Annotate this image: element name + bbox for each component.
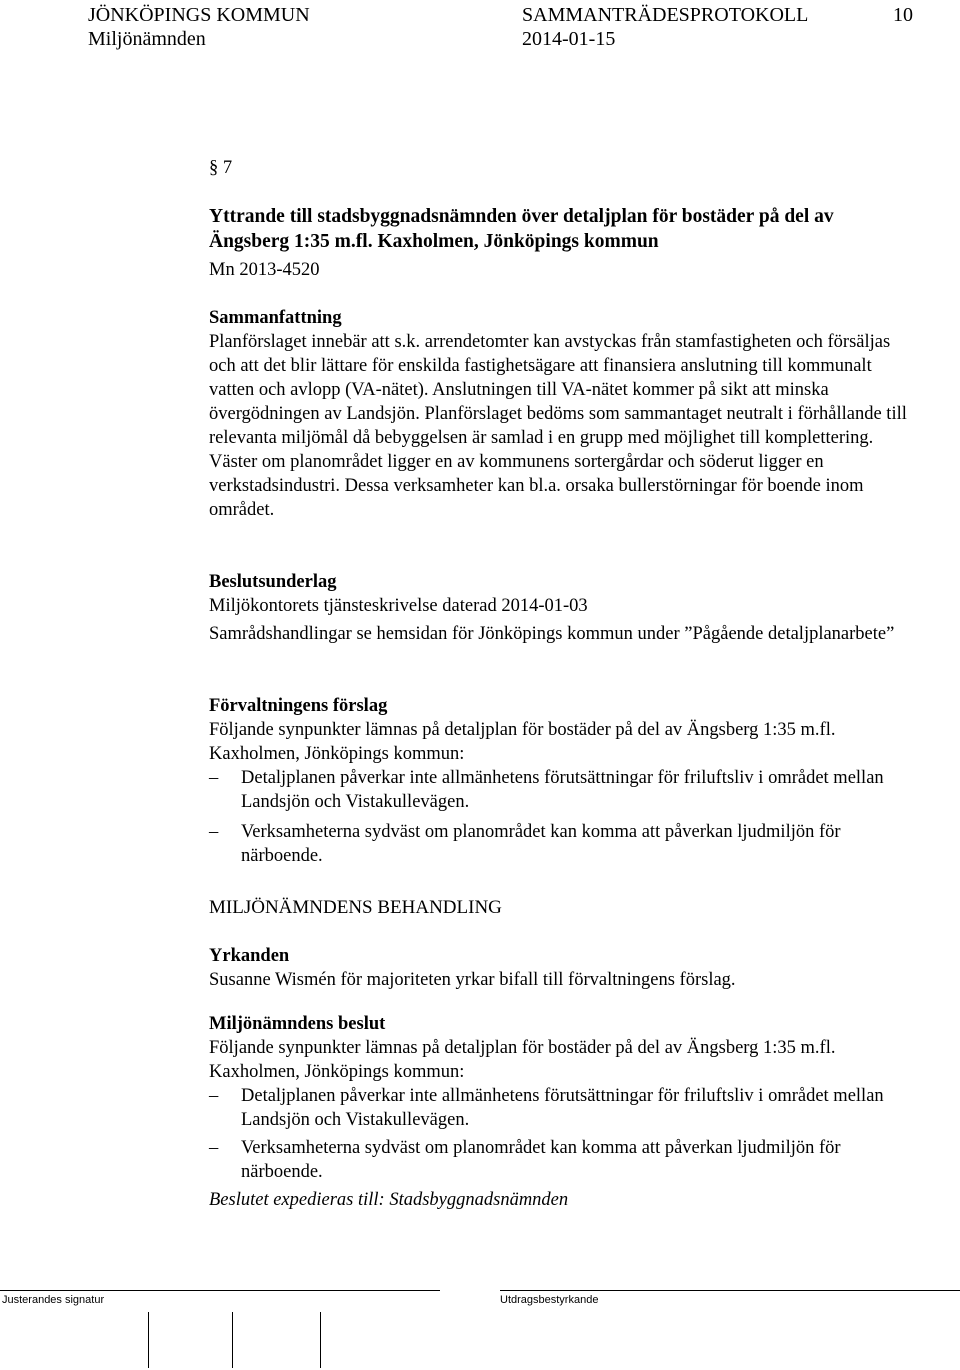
case-number: Mn 2013-4520: [209, 260, 320, 280]
signature-label: Justerandes signatur: [2, 1294, 105, 1306]
page-footer: [0, 1290, 960, 1370]
motions-heading: Yrkanden: [209, 946, 290, 966]
document-type: SAMMANTRÄDESPROTOKOLL: [522, 4, 809, 26]
list-item-text: Verksamheterna sydväst om planområdet kan komma att påverkan ljudmiljön för närboende.: [241, 822, 841, 866]
dash-marker: –: [209, 1138, 219, 1158]
decision-intro: Följande synpunkter lämnas på detaljplan för bostäder på del av Ängsberg 1:35 m.fl. Kaxholmen, Jönköpings kommun:: [209, 1038, 836, 1082]
footer-rule-left: [0, 1290, 440, 1291]
administration-proposal-heading: Förvaltningens förslag: [209, 696, 388, 716]
list-item-text: Detaljplanen påverkar inte allmänhetens förutsättningar för friluftsliv i området mellan Landsjön och Vistakullevägen.: [241, 1086, 884, 1130]
footer-rule-right: [500, 1290, 960, 1291]
distribution-note: Beslutet expedieras till: Stadsbyggnadsnämnden: [209, 1190, 569, 1210]
basis-item-2: Samrådshandlingar se hemsidan för Jönköpings kommun under ”Pågående detaljplanarbete”: [209, 624, 895, 644]
summary-text: Planförslaget innebär att s.k. arrendetomter kan avstyckas från stamfastigheten och försäljas och att det blir lättare för enskilda fastighetsägare att finansiera anslutning till kommunalt vatten och avlopp (VA-nätet). Anslutningen till VA-nätet kommer på sikt att minska övergödningen av Landsjön. Planförslaget bedöms som sammantaget neutralt i förhållande till relevanta miljömål då bebyggelsen är samlad i en grupp med möjlighet till komplettering. Väster om planområdet ligger en av kommunens sortergårdar och söderut ligger en verkstadsindustri. Dessa verksamheter kan bl.a. orsaka bullerstörningar för boende inom området.: [209, 332, 907, 520]
page-number: 10: [893, 4, 913, 26]
meeting-date: 2014-01-15: [522, 28, 616, 50]
organization-name: JÖNKÖPINGS KOMMUN: [88, 4, 310, 26]
administration-proposal-intro: Följande synpunkter lämnas på detaljplan för bostäder på del av Ängsberg 1:35 m.fl. Kaxholmen, Jönköpings kommun:: [209, 720, 836, 764]
dash-marker: –: [209, 768, 219, 788]
basis-heading: Beslutsunderlag: [209, 572, 337, 592]
list-item-text: Verksamheterna sydväst om planområdet kan komma att påverkan ljudmiljön för närboende.: [241, 1138, 841, 1182]
signature-box-divider: [232, 1312, 233, 1368]
signature-box-divider: [320, 1312, 321, 1368]
motions-text: Susanne Wismén för majoriteten yrkar bifall till förvaltningens förslag.: [209, 970, 736, 990]
dash-marker: –: [209, 822, 219, 842]
signature-box-divider: [148, 1312, 149, 1368]
list-item-text: Detaljplanen påverkar inte allmänhetens förutsättningar för friluftsliv i området mellan Landsjön och Vistakullevägen.: [241, 768, 884, 812]
summary-heading: Sammanfattning: [209, 308, 342, 328]
basis-item-1: Miljökontorets tjänsteskrivelse daterad 2014-01-03: [209, 596, 588, 616]
decision-heading: Miljönämndens beslut: [209, 1014, 386, 1034]
section-number: § 7: [209, 158, 233, 178]
dash-marker: –: [209, 1086, 219, 1106]
certification-label: Utdragsbestyrkande: [500, 1294, 599, 1306]
committee-name: Miljönämnden: [88, 28, 206, 50]
board-handling-heading: MILJÖNÄMNDENS BEHANDLING: [209, 897, 502, 918]
section-title: Yttrande till stadsbyggnadsnämnden över detaljplan för bostäder på del av Ängsberg 1:35 m.fl. Kaxholmen, Jönköpings kommun: [209, 206, 834, 252]
page-header: [0, 0, 960, 60]
